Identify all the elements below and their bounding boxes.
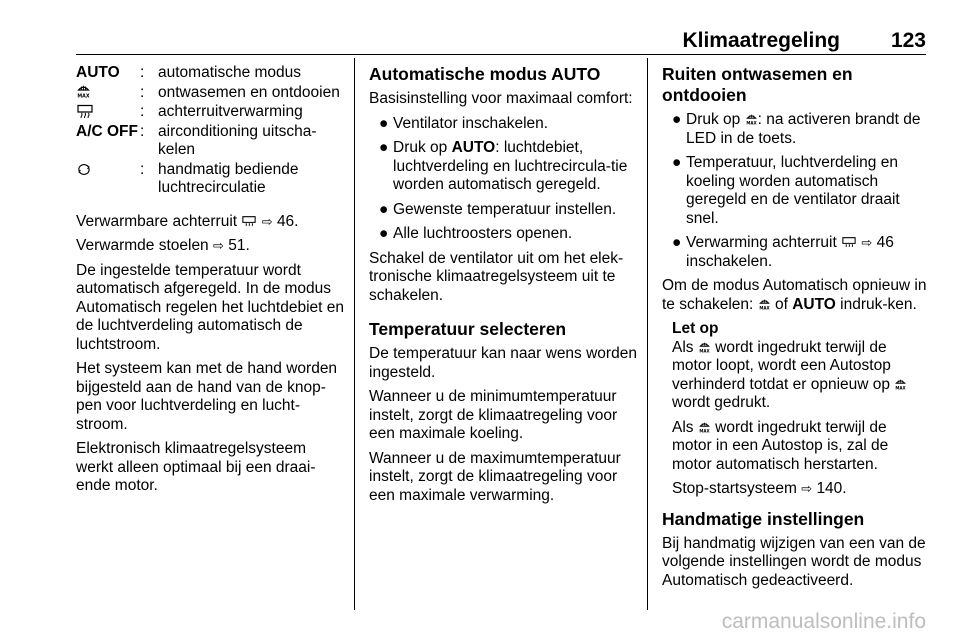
- rear-heater-icon: [77, 104, 93, 118]
- page-reference-arrow-icon: ⇨: [861, 235, 873, 250]
- legend-text: automatische modus: [158, 64, 302, 81]
- list-item: ● Gewenste temperatuur instellen.: [369, 201, 637, 220]
- paragraph: De temperatuur kan naar wens worden ingesteld.: [369, 345, 637, 381]
- column-divider-2: [647, 58, 648, 610]
- paragraph: Schakel de ventilator uit om het elek-tronische klimaatregelsysteem uit te schakelen.: [369, 249, 624, 304]
- svg-text:MAX: MAX: [699, 428, 710, 434]
- legend-row-ac-off: A/C OFF : airconditioning uitscha-kelen: [76, 123, 344, 160]
- paragraph: Het systeem kan met de hand worden bijgesteld aan de hand van de knop-pen voor luchtverdeling en lucht-stroom.: [76, 360, 338, 433]
- page-reference-arrow-icon: ⇨: [213, 238, 224, 253]
- svg-text:MAX: MAX: [699, 348, 710, 354]
- stop-start-reference: Stop-startsysteem ⇨ 140.: [672, 480, 847, 497]
- header-rule: [76, 54, 926, 55]
- list-item: ● Druk op AUTO: luchtdebiet, luchtverdeling en luchtrecircula-tie worden automatisch geregeld.: [369, 139, 637, 195]
- watermark: carmanualsonline.info: [721, 610, 926, 633]
- page-reference-link[interactable]: 46: [876, 234, 894, 251]
- svg-text:MAX: MAX: [895, 385, 906, 391]
- page-reference-link[interactable]: 46.: [276, 212, 299, 230]
- legend-key-auto: AUTO: [76, 64, 120, 81]
- paragraph: Bij handmatig wijzigen van een van de volgende instellingen wordt de modus Automatisch gedeactiveerd.: [662, 534, 926, 589]
- paragraph: Wanneer u de minimumtemperatuur instelt, zorgt de klimaatregeling voor een maximale koeling.: [369, 388, 618, 442]
- legend-list: [76, 64, 344, 198]
- paragraph: Als MAX wordt ingedrukt terwijl de motor loopt, wordt een Autostop verhinderd totdat er opnieuw op MAX wordt gedrukt.: [672, 338, 906, 411]
- bullet-icon: ●: [672, 234, 682, 251]
- page-reference-arrow-icon: ⇨: [261, 213, 273, 229]
- page-reference-link[interactable]: 51.: [228, 237, 250, 254]
- legend-key-ac-off: A/C OFF: [76, 122, 138, 140]
- defrost-max-icon: [895, 378, 906, 391]
- defrost-max-icon: [699, 341, 710, 354]
- column-1: [76, 64, 344, 502]
- defrost-max-icon: [746, 113, 757, 126]
- paragraph: Als MAX wordt ingedrukt terwijl de motor in een Autostop is, zal de motor automatisch herstarten.: [672, 418, 889, 473]
- paragraph: Basisinstelling voor maximaal comfort:: [369, 90, 633, 107]
- list-item: ● Alle luchtroosters openen.: [369, 225, 637, 244]
- defrost-max-icon: [77, 84, 90, 99]
- paragraph: Wanneer u de maximumtemperatuur instelt, zorgt de klimaatregeling voor een maximale verwarming.: [369, 449, 621, 504]
- list-item: ● Verwarming achterruit ⇨ 46 inschakelen.: [662, 234, 930, 271]
- rear-heater-icon: [242, 215, 256, 228]
- chapter-title: Klimaatregeling: [682, 29, 840, 52]
- svg-text:MAX: MAX: [745, 120, 757, 126]
- paragraph: De ingestelde temperatuur wordt automatisch afgeregeld. In de modus Automatisch regelen het luchtdebiet en de luchtverdeling automatisch de luchtstroom.: [76, 261, 344, 353]
- section-heading-auto: Automatische modus AUTO: [369, 64, 601, 84]
- list-item: ● Druk op MAX : na activeren brandt de LED in de toets.: [662, 111, 930, 148]
- bullet-icon: ●: [379, 114, 389, 132]
- rear-heater-icon: [842, 236, 856, 249]
- svg-text:MAX: MAX: [759, 305, 770, 311]
- legend-row-auto: AUTO : automatische modus: [76, 64, 344, 83]
- list-item: ● Ventilator inschakelen.: [369, 115, 637, 134]
- bullet-icon: ●: [672, 154, 682, 171]
- column-2: [369, 64, 637, 511]
- legend-row-rear-heater: : achterruitverwarming: [76, 103, 344, 122]
- note-box: [672, 320, 930, 499]
- section-heading-defrost: Ruiten ontwasemen en ontdooien: [662, 64, 853, 105]
- page-reference-link[interactable]: 140.: [816, 480, 847, 497]
- bullet-icon: ●: [379, 139, 389, 156]
- list-item: ● Temperatuur, luchtverdeling en koeling worden automatisch geregeld en de ventilator draait snel.: [662, 154, 930, 228]
- bullet-icon: ●: [379, 225, 389, 242]
- page-reference-arrow-icon: ⇨: [801, 481, 813, 496]
- legend-text: ontwasemen en ontdooien: [158, 83, 340, 101]
- bullet-icon: ●: [379, 200, 389, 218]
- page-number: 123: [890, 29, 926, 52]
- bullet-icon: ●: [672, 111, 682, 128]
- legend-row-defrost: MAX : ontwasemen en ontdooien: [76, 84, 344, 103]
- svg-text:MAX: MAX: [77, 94, 90, 99]
- column-divider-1: [354, 58, 355, 610]
- legend-row-recirculation: : handmatig bediende luchtrecirculatie: [76, 161, 344, 198]
- section-heading-temperature: Temperatuur selecteren: [369, 319, 567, 339]
- defrost-max-icon: [699, 421, 710, 434]
- paragraph: Elektronisch klimaatregelsysteem werkt alleen optimaal bij een draai-ende motor.: [76, 440, 316, 494]
- recirculation-icon: [77, 163, 91, 176]
- legend-text: airconditioning uitscha-kelen: [158, 122, 317, 158]
- legend-text: achterruitverwarming: [158, 103, 303, 120]
- legend-text: handmatig bediende luchtrecirculatie: [158, 160, 299, 196]
- defrost-max-icon: [759, 298, 770, 311]
- paragraph: Om de modus Automatisch opnieuw in te schakelen: MAX of AUTO indruk-ken.: [662, 277, 927, 313]
- column-3: [662, 64, 930, 596]
- note-title: Let op: [672, 320, 719, 337]
- rear-window-reference: Verwarmbare achterruit ⇨ 46.: [76, 212, 299, 230]
- seats-reference: Verwarmde stoelen ⇨ 51.: [76, 237, 250, 254]
- section-heading-manual: Handmatige instellingen: [662, 508, 865, 529]
